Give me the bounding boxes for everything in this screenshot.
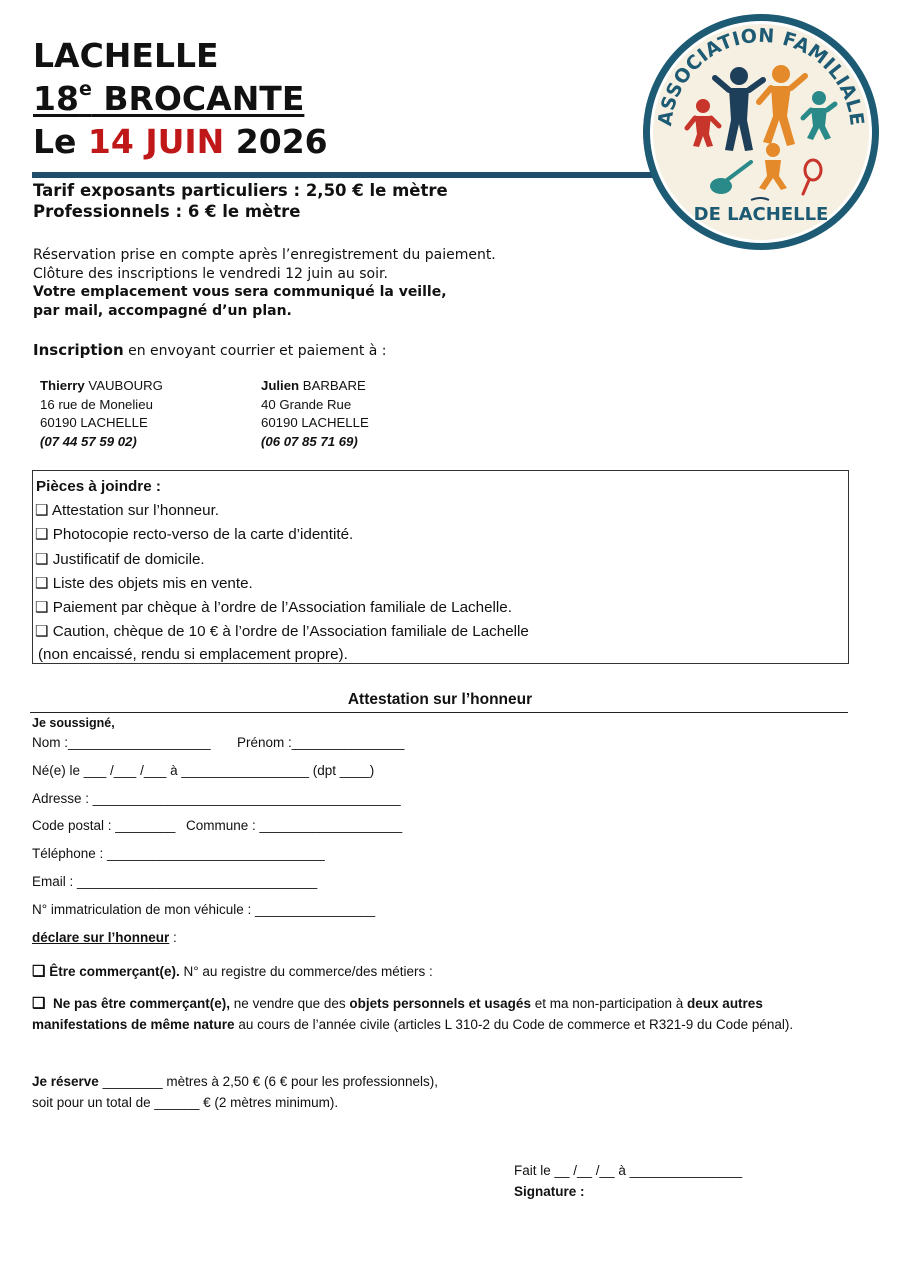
declare-label: déclare sur l’honneur : (32, 930, 177, 945)
inscription-line: Inscription en envoyant courrier et paiement à : (33, 341, 387, 359)
logo-top-text: ASSOCIATION FAMILIALE (654, 24, 868, 128)
checkbox-icon[interactable]: ❑ (32, 995, 46, 1012)
checkbox-icon: ❑ (35, 599, 49, 617)
contact-phone: (07 44 57 59 02) (40, 433, 137, 449)
documents-title: Pièces à joindre : (36, 478, 161, 495)
header-divider (32, 172, 664, 178)
total-field[interactable]: soit pour un total de ______ € (2 mètres minimum). (32, 1095, 339, 1110)
contact-street: 16 rue de Monelieu (40, 396, 153, 412)
contact-phone: (06 07 85 71 69) (261, 433, 358, 449)
reservation-line: Votre emplacement vous sera communiqué la veille, (33, 284, 447, 300)
checkbox-icon[interactable]: ❑ (32, 963, 46, 980)
immatriculation-field[interactable]: N° immatriculation de mon véhicule : ________________ (32, 902, 376, 917)
commune-field[interactable]: Commune : ___________________ (186, 818, 403, 833)
option-commercant[interactable]: ❑ Être commerçant(e). N° au registre du commerce/des métiers : (32, 963, 433, 980)
checklist-item: ❑ Attestation sur l’honneur. (35, 502, 220, 520)
reserve-field[interactable]: Je réserve ________ mètres à 2,50 € (6 € pour les professionnels), (32, 1074, 439, 1089)
checklist-item: ❑ Liste des objets mis en vente. (35, 574, 253, 592)
attestation-title: Attestation sur l’honneur (347, 691, 533, 708)
tarif-section (33, 180, 448, 222)
prenom-field[interactable]: Prénom :_______________ (237, 735, 405, 750)
soussigne-label: Je soussigné, (32, 716, 115, 730)
adresse-field[interactable]: Adresse : _________________________________________ (32, 791, 401, 806)
signature-block (514, 1160, 742, 1202)
checkbox-icon: ❑ (35, 623, 49, 641)
checklist-item: ❑ Caution, chèque de 10 € à l’ordre de l’Association familiale de Lachelle (35, 623, 529, 641)
checklist-item: ❑ Paiement par chèque à l’ordre de l’Association familiale de Lachelle. (35, 599, 512, 617)
code-postal-field[interactable]: Code postal : ________ (32, 818, 176, 833)
title-town: LACHELLE (33, 36, 219, 75)
checkbox-icon: ❑ (35, 526, 49, 544)
reservation-line: par mail, accompagné d’un plan. (33, 302, 292, 319)
checkbox-icon: ❑ (35, 502, 49, 520)
checklist-item: ❑ Photocopie recto-verso de la carte d’identité. (35, 526, 354, 544)
contact-name: Thierry VAUBOURG (40, 378, 163, 393)
title-edition: 18e BROCANTE (33, 78, 305, 118)
checklist-item: ❑ Justificatif de domicile. (35, 550, 205, 568)
attestation-divider (30, 712, 848, 713)
contact-street: 40 Grande Rue (261, 396, 352, 412)
reservation-line: Réservation prise en compte après l’enregistrement du paiement. (33, 247, 496, 263)
contact-card (261, 377, 369, 451)
email-field[interactable]: Email : ________________________________ (32, 874, 318, 889)
reservation-info (33, 246, 496, 320)
telephone-field[interactable]: Téléphone : _____________________________ (32, 846, 325, 861)
tarif-professionnels: Professionnels : 6 € le mètre (33, 202, 301, 221)
naissance-field[interactable]: Né(e) le ___ /___ /___ à _________________ (dpt ____) (32, 763, 375, 778)
documents-required-box (32, 470, 849, 664)
contact-card (40, 377, 163, 451)
checkbox-icon: ❑ (35, 574, 49, 592)
contact-city: 60190 LACHELLE (40, 415, 148, 430)
tarif-particuliers: Tarif exposants particuliers : 2,50 € le mètre (33, 181, 448, 200)
checkbox-icon: ❑ (35, 550, 49, 568)
title-date: Le 14 JUIN 2026 (33, 122, 328, 161)
reservation-line: Clôture des inscriptions le vendredi 12 juin au soir. (33, 265, 388, 282)
fait-le-field[interactable]: Fait le __ /__ /__ à _______________ (514, 1163, 743, 1178)
contact-name: Julien BARBARE (261, 378, 366, 393)
nom-field[interactable]: Nom :___________________ (32, 735, 211, 750)
association-logo (639, 10, 883, 254)
checklist-note: (non encaissé, rendu si emplacement propre). (38, 646, 348, 664)
option-non-commercant[interactable]: ❑ Ne pas être commerçant(e), ne vendre que des objets personnels et usagés et ma non-participation à deux autres manifestations de même nature au cours de l’année civile (articles L 310-2 du Code de commerce et R321-9 du Code pénal). (32, 995, 794, 1032)
contact-city: 60190 LACHELLE (261, 415, 369, 430)
event-title (33, 34, 328, 163)
signature-label[interactable]: Signature : (514, 1184, 585, 1199)
logo-bottom-text: DE LACHELLE (693, 204, 829, 225)
